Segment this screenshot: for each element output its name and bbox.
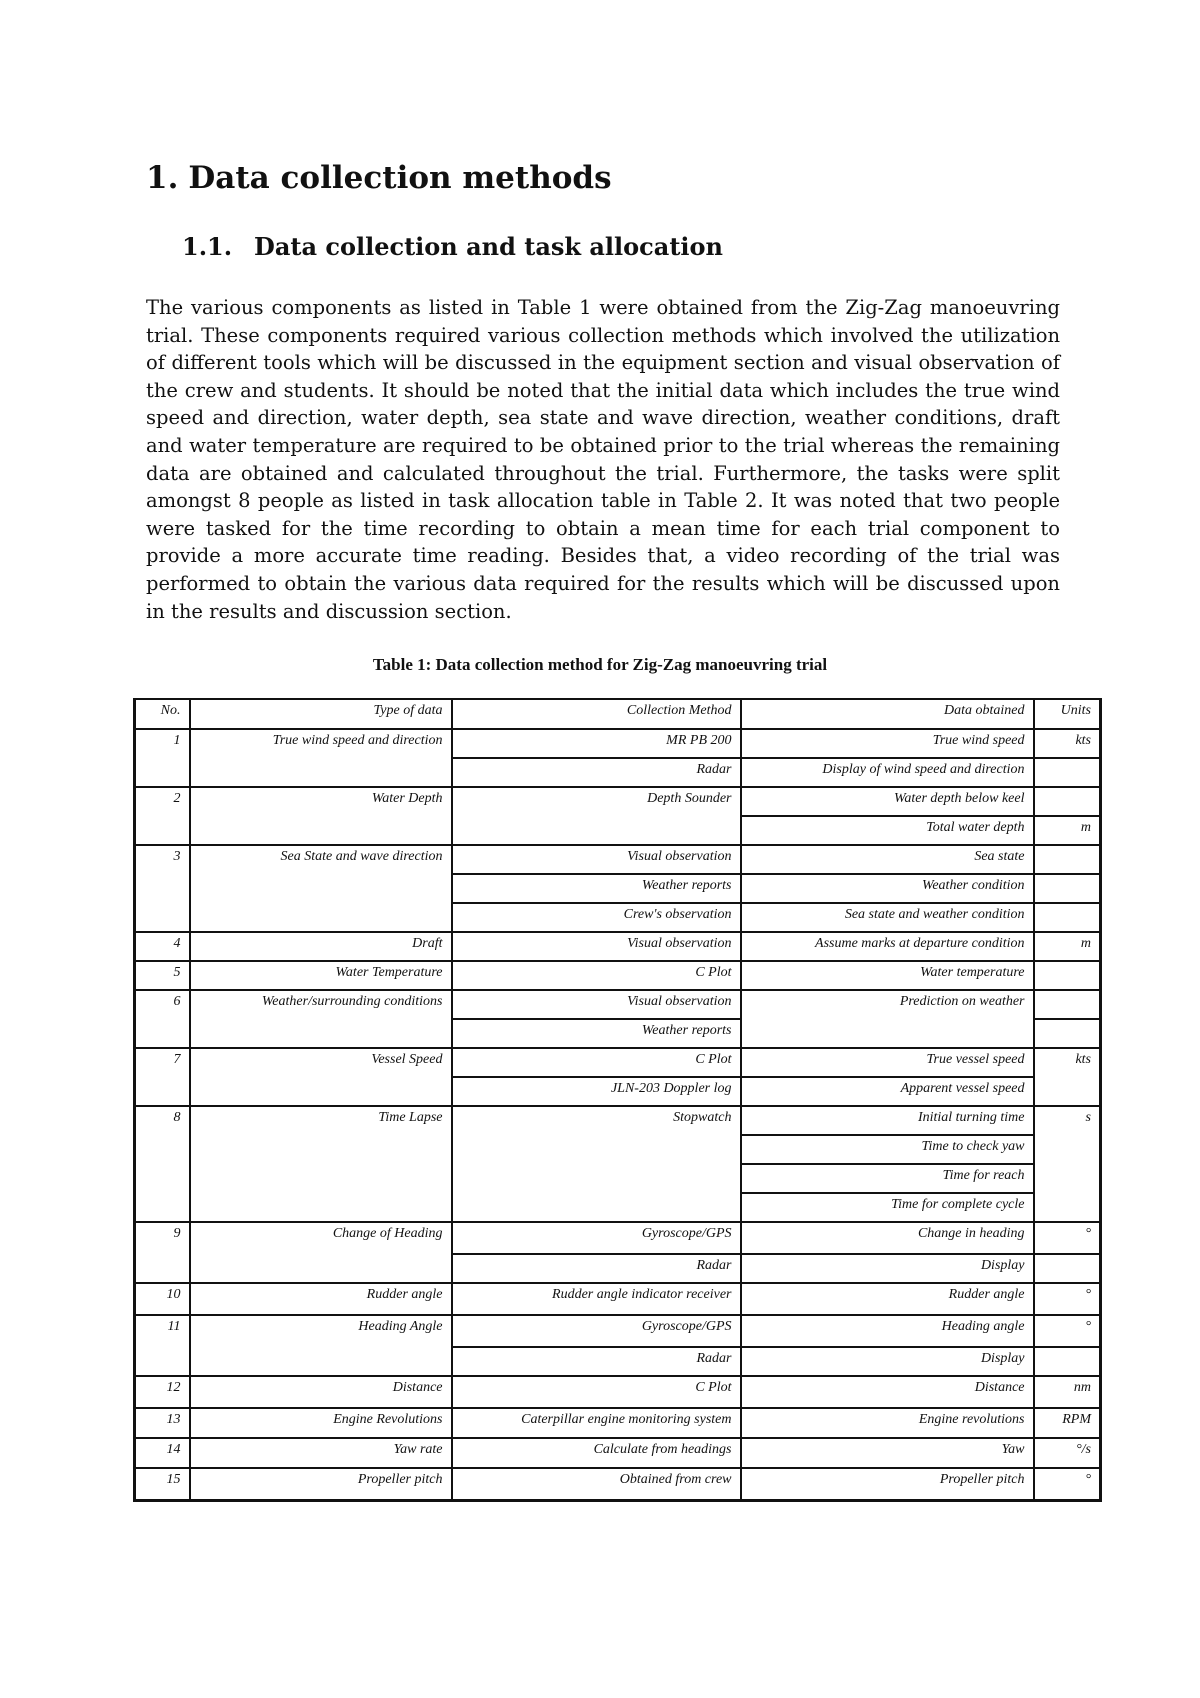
row-number: 5	[135, 961, 190, 990]
unit-cell	[1034, 787, 1101, 816]
data-cell: Sea state	[741, 845, 1034, 874]
row-number: 12	[135, 1376, 190, 1408]
method-cell: Caterpillar engine monitoring system	[452, 1408, 741, 1438]
table-row	[135, 1468, 1101, 1500]
data-cell: Heading angle	[741, 1315, 1034, 1347]
data-cell: Apparent vessel speed	[741, 1077, 1034, 1106]
row-number: 3	[135, 845, 190, 932]
method-cell: Visual observation	[452, 932, 741, 961]
unit-cell	[1034, 961, 1101, 990]
unit-cell	[1034, 903, 1101, 932]
data-cell: Assume marks at departure condition	[741, 932, 1034, 961]
unit-cell: m	[1034, 816, 1101, 845]
type-cell: Propeller pitch	[190, 1468, 452, 1500]
unit-cell	[1034, 1254, 1101, 1283]
method-cell: Stopwatch	[452, 1106, 741, 1222]
unit-cell: °	[1034, 1315, 1101, 1347]
table-row	[135, 1438, 1101, 1468]
unit-cell	[1034, 758, 1101, 787]
header-cell: Collection Method	[452, 699, 741, 729]
data-cell: Change in heading	[741, 1222, 1034, 1254]
header-cell: Type of data	[190, 699, 452, 729]
data-cell: Weather condition	[741, 874, 1034, 903]
data-collection-table	[133, 698, 1102, 1502]
subsection-number: 1.1.	[182, 232, 233, 261]
unit-cell: °	[1034, 1222, 1101, 1254]
unit-cell: nm	[1034, 1376, 1101, 1408]
data-cell: Sea state and weather condition	[741, 903, 1034, 932]
data-cell: Distance	[741, 1376, 1034, 1408]
type-cell: Rudder angle	[190, 1283, 452, 1315]
method-cell: Radar	[452, 1254, 741, 1283]
header-cell: No.	[135, 699, 190, 729]
data-cell: Display	[741, 1347, 1034, 1376]
table-row	[135, 1376, 1101, 1408]
method-cell: Weather reports	[452, 874, 741, 903]
type-cell: Change of Heading	[190, 1222, 452, 1283]
row-number: 14	[135, 1438, 190, 1468]
row-number: 1	[135, 729, 190, 787]
row-number: 8	[135, 1106, 190, 1222]
table-header-row	[135, 699, 1101, 729]
unit-cell	[1034, 1019, 1101, 1048]
unit-cell	[1034, 1347, 1101, 1376]
row-number: 10	[135, 1283, 190, 1315]
subsection-title: Data collection and task allocation	[254, 232, 723, 261]
method-cell: MR PB 200	[452, 729, 741, 758]
type-cell: True wind speed and direction	[190, 729, 452, 787]
table-row	[135, 1048, 1101, 1077]
row-number: 4	[135, 932, 190, 961]
data-cell: Time for reach	[741, 1164, 1034, 1193]
type-cell: Draft	[190, 932, 452, 961]
method-cell: Visual observation	[452, 990, 741, 1019]
data-cell: Initial turning time	[741, 1106, 1034, 1135]
row-number: 9	[135, 1222, 190, 1283]
table-row	[135, 1315, 1101, 1347]
data-cell: Prediction on weather	[741, 990, 1034, 1048]
method-cell: Weather reports	[452, 1019, 741, 1048]
table-row	[135, 1408, 1101, 1438]
table-row	[135, 845, 1101, 874]
data-cell: Total water depth	[741, 816, 1034, 845]
data-cell: Engine revolutions	[741, 1408, 1034, 1438]
method-cell: JLN-203 Doppler log	[452, 1077, 741, 1106]
row-number: 15	[135, 1468, 190, 1500]
table-row	[135, 1283, 1101, 1315]
data-cell: Time for complete cycle	[741, 1193, 1034, 1222]
method-cell: Obtained from crew	[452, 1468, 741, 1500]
unit-cell: °/s	[1034, 1438, 1101, 1468]
data-cell: True vessel speed	[741, 1048, 1034, 1077]
type-cell: Distance	[190, 1376, 452, 1408]
table-row	[135, 787, 1101, 816]
data-cell: Propeller pitch	[741, 1468, 1034, 1500]
method-cell: Calculate from headings	[452, 1438, 741, 1468]
data-cell: Yaw	[741, 1438, 1034, 1468]
unit-cell: RPM	[1034, 1408, 1101, 1438]
row-number: 11	[135, 1315, 190, 1376]
type-cell: Sea State and wave direction	[190, 845, 452, 932]
method-cell: Crew's observation	[452, 903, 741, 932]
table-row	[135, 932, 1101, 961]
method-cell: Gyroscope/GPS	[452, 1315, 741, 1347]
method-cell: Depth Sounder	[452, 787, 741, 845]
method-cell: Visual observation	[452, 845, 741, 874]
type-cell: Weather/surrounding conditions	[190, 990, 452, 1048]
type-cell: Heading Angle	[190, 1315, 452, 1376]
data-cell: Rudder angle	[741, 1283, 1034, 1315]
method-cell: C Plot	[452, 1048, 741, 1077]
unit-cell	[1034, 845, 1101, 874]
unit-cell: kts	[1034, 1048, 1101, 1106]
data-cell: Display of wind speed and direction	[741, 758, 1034, 787]
unit-cell: °	[1034, 1468, 1101, 1500]
section-title: Data collection methods	[188, 160, 612, 196]
row-number: 2	[135, 787, 190, 845]
type-cell: Time Lapse	[190, 1106, 452, 1222]
row-number: 7	[135, 1048, 190, 1106]
unit-cell: °	[1034, 1283, 1101, 1315]
method-cell: Radar	[452, 1347, 741, 1376]
section-number: 1.	[146, 160, 179, 196]
data-cell: True wind speed	[741, 729, 1034, 758]
row-number: 6	[135, 990, 190, 1048]
data-cell: Display	[741, 1254, 1034, 1283]
section-heading	[146, 160, 612, 196]
header-cell: Units	[1034, 699, 1101, 729]
table-row	[135, 1222, 1101, 1254]
unit-cell	[1034, 874, 1101, 903]
header-cell: Data obtained	[741, 699, 1034, 729]
method-cell: Rudder angle indicator receiver	[452, 1283, 741, 1315]
unit-cell	[1034, 990, 1101, 1019]
body-paragraph: The various components as listed in Table 1 were obtained from the Zig-Zag manoeuvring trial. These components required various collection methods which involved the utilization of different tools which will be discussed in the equipment section and visual observation of the crew and students. It should be noted that the initial data which includes the true wind speed and direction, water depth, sea state and wave direction, weather conditions, draft and water temperature are required to be obtained prior to the trial whereas the remaining data are obtained and calculated throughout the trial. Furthermore, the tasks were split amongst 8 people as listed in task allocation table in Table 2. It was noted that two people were tasked for the time recording to obtain a mean time for each trial component to provide a more accurate time reading. Besides that, a video recording of the trial was performed to obtain the various data required for the results which will be discussed upon in the results and discussion section.	[146, 296, 1060, 623]
type-cell: Water Temperature	[190, 961, 452, 990]
data-cell: Time to check yaw	[741, 1135, 1034, 1164]
table-row	[135, 1106, 1101, 1135]
table-row	[135, 961, 1101, 990]
subsection-heading	[182, 232, 723, 261]
table-row	[135, 729, 1101, 758]
method-cell: C Plot	[452, 961, 741, 990]
type-cell: Vessel Speed	[190, 1048, 452, 1106]
method-cell: Radar	[452, 758, 741, 787]
type-cell: Engine Revolutions	[190, 1408, 452, 1438]
table-row	[135, 990, 1101, 1019]
unit-cell: kts	[1034, 729, 1101, 758]
type-cell: Water Depth	[190, 787, 452, 845]
data-cell: Water depth below keel	[741, 787, 1034, 816]
method-cell: C Plot	[452, 1376, 741, 1408]
data-cell: Water temperature	[741, 961, 1034, 990]
row-number: 13	[135, 1408, 190, 1438]
unit-cell: m	[1034, 932, 1101, 961]
method-cell: Gyroscope/GPS	[452, 1222, 741, 1254]
type-cell: Yaw rate	[190, 1438, 452, 1468]
unit-cell: s	[1034, 1106, 1101, 1222]
table-caption: Table 1: Data collection method for Zig-Zag manoeuvring trial	[372, 655, 828, 674]
